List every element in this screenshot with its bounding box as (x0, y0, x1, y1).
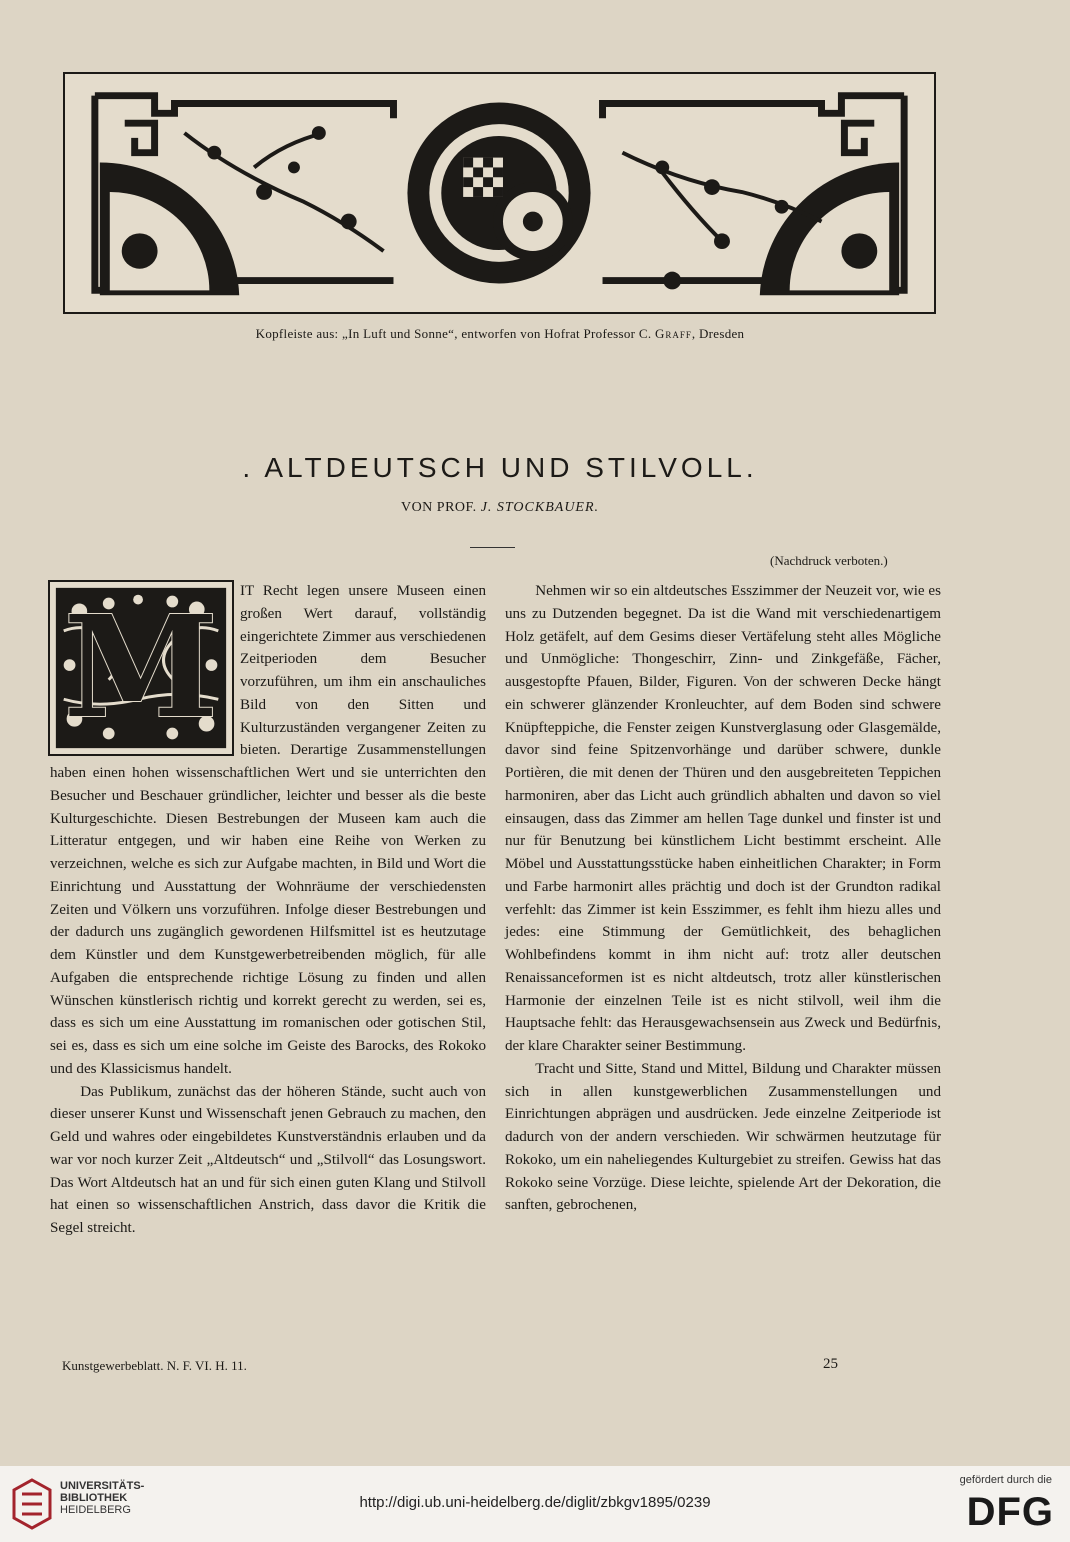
title-rule (470, 547, 515, 548)
left-paragraph-2: Das Publikum, zunächst das der höheren Stände, sucht auch von dieser unserer Kunst und Wissenschaft jenen Gebrauch zu machen, den Geld und wahres oder eingebildetes Kunstverständnis erlauben und da war vor noch kurzer Zeit „Altdeutsch“ und „Stilvoll“ das Losungswort. Das Wort Altdeutsch hat an und für sich einen guten Klang und Stilvoll hat einen so wissenschaftlichen Anstrich, dass davor die Kritik die Segel streicht. (50, 1083, 486, 1236)
ornament-caption (0, 326, 1000, 342)
permalink-url[interactable]: http://digi.ub.uni-heidelberg.de/diglit/zbkgv1895/0239 (359, 1494, 711, 1511)
byline-author: J. STOCKBAUER. (480, 500, 600, 515)
caption-prefix: Kopfleiste aus: „In Luft und Sonne“, entworfen von Hofrat Professor C. (255, 326, 652, 341)
right-paragraph-2: Tracht und Sitte, Stand und Mittel, Bildung und Charakter müssen sich in allen kunstgewerblichen Zusammenstellungen und Einrichtungen abprägen und ausdrücken. Jede einzelne Zeitperiode ist dadurch von der andern verschieden. Wir schwärmen heutzutage für Rokoko, um ein naheliegendes Kulturgebiet zu streifen. Gewiss hat das Rokoko seine Vorzüge. Diese leichte, spielende Art der Dekoration, die sanften, gebrochenen, (505, 1060, 941, 1214)
dfg-logo[interactable]: DFG (966, 1490, 1054, 1534)
page-number: 25 (823, 1356, 838, 1372)
left-paragraph-1: IT Recht legen unsere Museen einen großen Wert darauf, vollständig eingerichtete Zimmer aus verschiedenen Zeitperioden dem Besucher vorzuführen, um ihm ein anschauliches Bild von den Sitten und Kulturzuständen vergangener Zeiten zu bieten. Derartige Zusammenstellungen haben einen hohen wissenschaftlichen Wert und sie unterrichten den Besucher und Beschauer gründlicher, leichter und besser als die beste Kulturgeschichte. Diesen Bestrebungen der Museen kam auch die Litteratur entgegen, und wir haben eine Reihe von Werken zu verzeichnen, welche es sich zur Aufgabe machten, in Bild und Wort die Einrichtung und Ausstattung der Wohnräume der verschiedensten Zeiten und Völkern uns vorzuführen. Infolge dieser Bestrebungen und der dadurch uns zugänglich gewordenen Hilfsmittel ist es heutzutage dem Künstler und dem Kunstgewerbetreibenden möglich, für alle Aufgaben die entsprechende richtige Lösung zu finden und allen Wünschen künstlerisch richtig und korrekt gerecht zu werden, sei es, dass es sich um eine Ausstattung im romanischen oder gotischen Stil, sei es, dass es sich um eine solche im Geiste des Barocks, des Rokoko und des Klassicismus handelt. (50, 583, 486, 1077)
right-paragraph-1: Nehmen wir so ein altdeutsches Esszimmer der Neuzeit vor, wie es uns zu Dutzenden begegnet. Da ist die Wand mit verschiedenartigem Holz getäfelt, auf dem Gesims dieser Vertäfelung steht alles Mögliche und Unmögliche: Thongeschirr, Zinn- und Zinkgefäße, Fächer, ausgestopfte Pfauen, Bilder, Figuren. Von der schweren Decke hängt ein schwerer glänzender Kronleuchter, auf dem Boden sind schwere Knüpfteppiche, die Fenster zeigen Kunstverglasung oder Glasgemälde, davor sind feine Spitzenvorhänge und darüber schwere, dunkle Portièren, die mit denen der Thüren und den ausgebreiteten Teppichen harmoniren, aber das Licht auch gründlich abhalten und davon so viel einsaugen, dass das Zimmer am hellen Tage dunkel und finster ist und nur für Benutzung bei künstlichem Licht bestimmt erscheint. Alle Möbel und Ausstattungsstücke haben einheitlichen Charakter; in Form und Farbe harmonirt alles prächtig und doch ist der Grundton radikal verfehlt: das Zimmer ist kein Esszimmer, es fehlt ihm hiezu alles und jedes: eine Stimmung der Gemütlichkeit, des behaglichen Wohlbefindens kommt in ihm nicht auf: trotz aller deutschen Renaissanceformen ist es nicht altdeutsch, trotz aller künstlerischen Harmonie der einzelnen Teile ist es nicht stilvoll, weil ihm die Hauptsache fehlt: das Herausgewachsensein aus Zweck und Bedürfnis, der klare Charakter seiner Bestimmung. (505, 583, 941, 1054)
library-line-3: HEIDELBERG (60, 1504, 131, 1516)
viewer-footer-bar (0, 1466, 1070, 1542)
funding-label: gefördert durch die (959, 1474, 1052, 1486)
library-line-2: BIBLIOTHEK (60, 1492, 128, 1504)
journal-reference: Kunstgewerbeblatt. N. F. VI. H. 11. (62, 1358, 247, 1373)
right-column (505, 580, 941, 1217)
ornament-graphic (65, 74, 934, 312)
copyright-note: (Nachdruck verboten.) (770, 553, 888, 568)
byline-prefix: VON PROF. (400, 500, 477, 515)
article-title: . ALTDEUTSCH UND STILVOLL. (242, 452, 758, 483)
caption-suffix: , Dresden (691, 326, 745, 341)
decorated-initial (48, 580, 234, 756)
article-byline (0, 500, 1000, 516)
library-line-1: UNIVERSITÄTS- (60, 1480, 145, 1492)
header-ornament (63, 72, 936, 314)
left-column (50, 580, 486, 1240)
initial-letter: M (63, 586, 219, 750)
caption-name: Graff (654, 326, 692, 341)
